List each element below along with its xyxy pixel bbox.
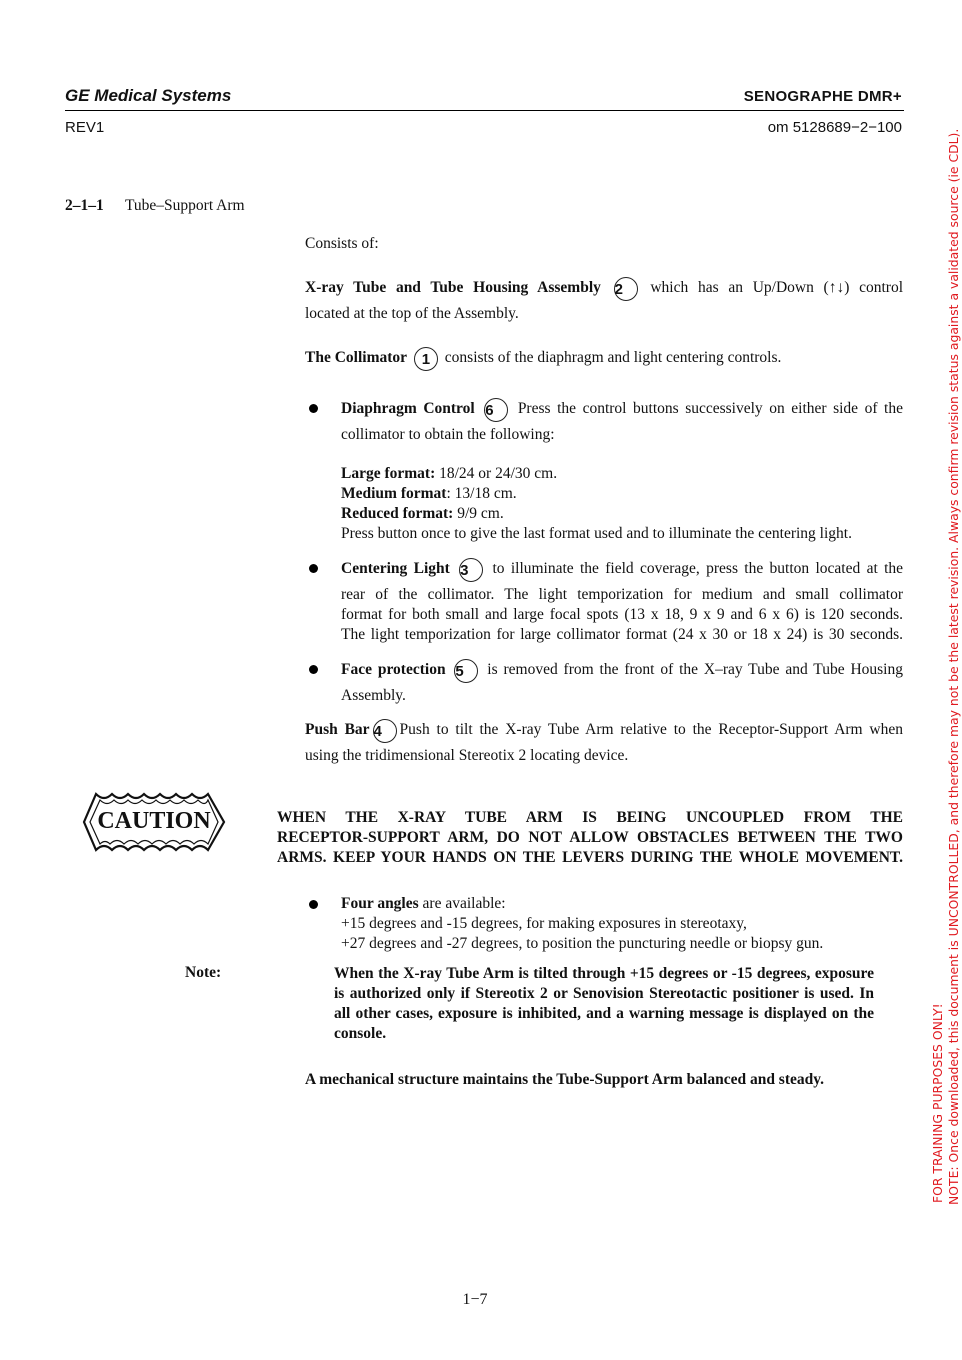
diaphragm-line-1 bbox=[341, 398, 903, 422]
callout-6: 6 bbox=[484, 398, 508, 422]
face-text-a: is removed from the front of the X–ray Tube and Tube Housing bbox=[487, 661, 903, 678]
face-text-b: Assembly. bbox=[341, 687, 406, 704]
format-medium bbox=[341, 484, 517, 504]
collimator-text: consists of the diaphragm and light centering controls. bbox=[444, 349, 782, 366]
diaphragm-text-a: Press the control buttons successively on either side of the bbox=[517, 400, 903, 417]
consists-text: Consists of: bbox=[305, 235, 379, 252]
centering-text-a: to illuminate the field coverage, press the button located at the bbox=[492, 560, 904, 577]
callout-4: 4 bbox=[373, 719, 397, 743]
diaphragm-text-b: collimator to obtain the following: bbox=[341, 426, 555, 443]
caution-line-3: ARMS. KEEP YOUR HANDS ON THE LEVERS DURING THE WHOLE MOVEMENT. bbox=[277, 849, 903, 866]
bullet-icon bbox=[309, 665, 318, 674]
centering-title: Centering Light bbox=[341, 560, 450, 577]
centering-text-b: rear of the collimator. The light temporization for medium and small collimator bbox=[341, 586, 903, 603]
collimator-line bbox=[305, 347, 781, 371]
centering-text-c: format for both small and large focal spots (13 x 18, 9 x 9 and 6 x 6) is 120 seconds. bbox=[341, 606, 903, 623]
caution-label: CAUTION bbox=[97, 808, 211, 834]
xray-text-b: located at the top of the Assembly. bbox=[305, 305, 519, 322]
caution-text bbox=[277, 808, 903, 868]
bullet-icon bbox=[309, 404, 318, 413]
pushbar-title: Push Bar bbox=[305, 721, 370, 738]
diaphragm-title: Diaphragm Control bbox=[341, 400, 475, 417]
angles-title: Four angles bbox=[341, 895, 419, 912]
pushbar-line-1 bbox=[305, 719, 903, 743]
section-number: 2–1–1 bbox=[65, 197, 104, 214]
header-rule bbox=[65, 110, 904, 111]
pushbar-text-a: Push to tilt the X-ray Tube Arm relative to the Receptor-Support Arm when bbox=[399, 721, 903, 738]
xray-title: X-ray Tube and Tube Housing Assembly bbox=[305, 279, 601, 296]
caution-line-1: WHEN THE X-RAY TUBE ARM IS BEING UNCOUPLED FROM THE bbox=[277, 809, 903, 826]
page-number: 1−7 bbox=[462, 1291, 488, 1308]
face-title: Face protection bbox=[341, 661, 446, 678]
angles-line-1 bbox=[341, 894, 506, 914]
side-note-line-2: NOTE: Once downloaded, this document is UNCONTROLLED, and therefore may not be the latest revision. Always confirm revision status against a validated source (ie CDL). bbox=[946, 128, 961, 1205]
callout-1: 1 bbox=[414, 347, 438, 371]
angles-line-2: +15 degrees and -15 degrees, for making exposures in stereotaxy, bbox=[341, 915, 747, 932]
header-company: GE Medical Systems bbox=[65, 86, 232, 105]
document-number: om 5128689−2−100 bbox=[767, 119, 902, 136]
format-reduced bbox=[341, 504, 504, 524]
centering-line-1 bbox=[341, 558, 903, 582]
note-text: When the X-ray Tube Arm is tilted through +15 degrees or -15 degrees, exposure is authorized only if Stereotix 2 or Senovision Stereotactic positioner is used. In all other cases, exposure is inhibited, and a warning message is displayed on the console. bbox=[334, 965, 874, 1042]
face-line-1 bbox=[341, 659, 903, 683]
callout-2: 2 bbox=[614, 277, 638, 301]
pushbar-text-b: using the tridimensional Stereotix 2 locating device. bbox=[305, 747, 629, 764]
format-medium-label: Medium format bbox=[341, 485, 447, 502]
side-note bbox=[930, 128, 962, 1205]
revision-label: REV1 bbox=[65, 119, 105, 136]
xray-line-1 bbox=[305, 277, 903, 301]
angles-text: are available: bbox=[422, 895, 506, 912]
format-reduced-value: 9/9 cm. bbox=[457, 505, 504, 522]
format-large bbox=[341, 464, 557, 484]
callout-3: 3 bbox=[459, 558, 483, 582]
centering-text-d: The light temporization for large collimator format (24 x 30 or 18 x 24) is 30 seconds. bbox=[341, 626, 903, 643]
format-large-value: 18/24 or 24/30 cm. bbox=[439, 465, 558, 482]
format-medium-value: : 13/18 cm. bbox=[446, 485, 517, 502]
bullet-icon bbox=[309, 564, 318, 573]
closing-text: A mechanical structure maintains the Tube-Support Arm balanced and steady. bbox=[305, 1071, 825, 1088]
xray-text-a: which has an Up/Down (↑↓) control bbox=[650, 279, 904, 296]
format-press-once: Press button once to give the last format used and to illuminate the centering light. bbox=[341, 525, 852, 542]
header-product: SENOGRAPHE DMR+ bbox=[743, 88, 902, 105]
format-reduced-label: Reduced format: bbox=[341, 505, 454, 522]
section-title: Tube–Support Arm bbox=[125, 197, 245, 214]
format-large-label: Large format: bbox=[341, 465, 436, 482]
collimator-title: The Collimator bbox=[305, 349, 408, 366]
callout-5: 5 bbox=[454, 659, 478, 683]
angles-line-3: +27 degrees and -27 degrees, to position the puncturing needle or biopsy gun. bbox=[341, 935, 824, 952]
bullet-icon bbox=[309, 900, 318, 909]
note-label: Note: bbox=[185, 964, 222, 981]
caution-line-2: RECEPTOR-SUPPORT ARM, DO NOT ALLOW OBSTACLES BETWEEN THE TWO bbox=[277, 829, 903, 846]
side-note-line-1: FOR TRAINING PURPOSES ONLY! bbox=[930, 1003, 945, 1203]
